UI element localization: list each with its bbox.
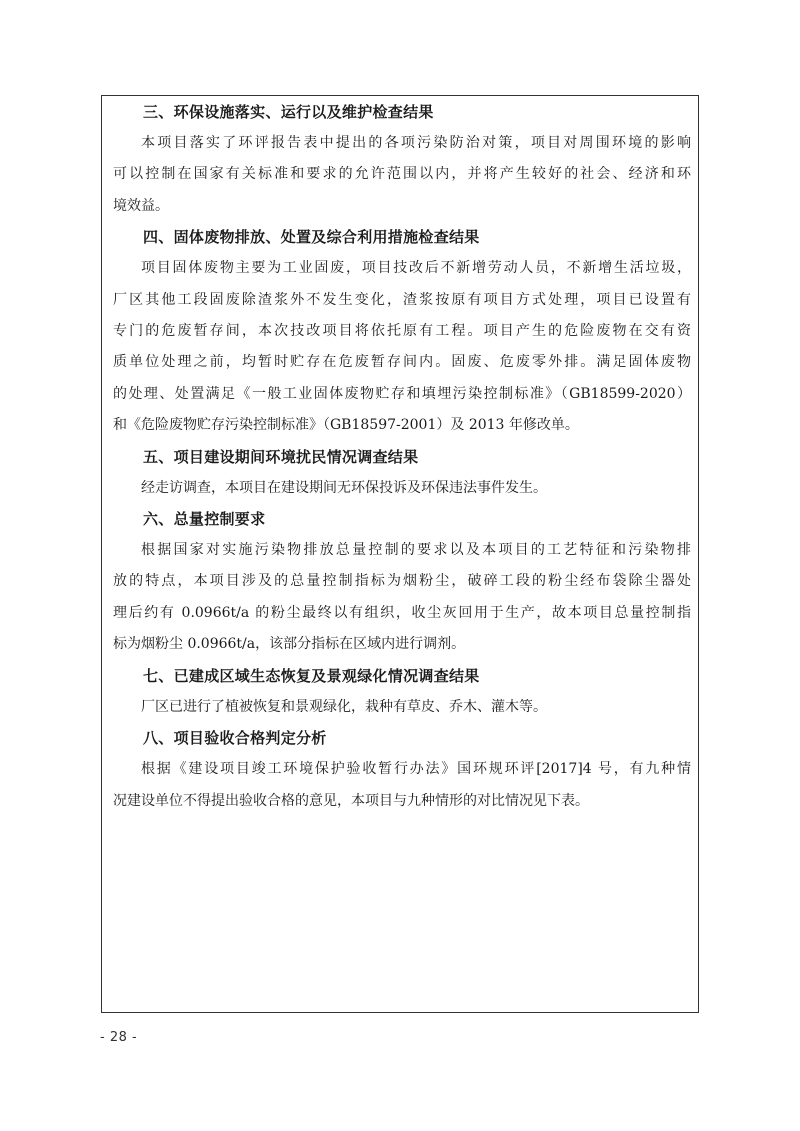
page-number: - 28 - xyxy=(100,1030,138,1045)
section-paragraph xyxy=(113,253,691,441)
paragraph-line: 标为烟粉尘 0.0966t/a，该部分指标在区域内进行调剂。 xyxy=(113,636,466,653)
section-paragraph xyxy=(113,692,691,723)
paragraph-line: 放的特点，本项目涉及的总量控制指标为烟粉尘，破碎工段的粉尘经布袋除尘器处 xyxy=(113,573,691,590)
paragraph-line: 项目固体废物主要为工业固废，项目技改后不新增劳动人员，不新增生活垃圾， xyxy=(141,260,691,277)
paragraph-line: 根据《建设项目竣工环境保护验收暂行办法》国环规环评[2017]4 号，有九种情 xyxy=(141,761,691,778)
section-paragraph xyxy=(113,535,691,661)
section-heading: 六、总量控制要求 xyxy=(143,510,266,529)
section-paragraph xyxy=(113,754,691,817)
paragraph-line: 经走访调查，本项目在建设期间无环保投诉及环保违法事件发生。 xyxy=(141,479,547,496)
paragraph-line: 根据国家对实施污染物排放总量控制的要求以及本项目的工艺特征和污染物排 xyxy=(141,542,691,559)
paragraph-line: 质单位处理之前，均暂时贮存在危废暂存间内。固废、危废零外排。满足固体废物 xyxy=(113,354,691,371)
section-paragraph xyxy=(113,473,691,504)
paragraph-line: 厂区已进行了植被恢复和景观绿化，栽种有草皮、乔木、灌木等。 xyxy=(141,698,547,715)
section-heading: 七、已建成区域生态恢复及景观绿化情况调查结果 xyxy=(143,666,480,685)
section-heading: 五、项目建设期间环境扰民情况调查结果 xyxy=(143,447,419,466)
document-body xyxy=(113,97,691,817)
section-heading: 三、环保设施落实、运行以及维护检查结果 xyxy=(143,103,434,121)
section-heading: 八、项目验收合格判定分析 xyxy=(143,729,327,748)
paragraph-line: 的处理、处置满足《一般工业固体废物贮存和填埋污染控制标准》（GB18599-2020） xyxy=(113,385,691,402)
section-paragraph xyxy=(113,128,691,222)
paragraph-line: 厂区其他工段固废除渣浆外不发生变化，渣浆按原有项目方式处理，项目已设置有 xyxy=(113,291,691,308)
paragraph-line: 专门的危废暂存间，本次技改项目将依托原有工程。项目产生的危险废物在交有资 xyxy=(113,323,691,340)
section-heading: 四、固体废物排放、处置及综合利用措施检查结果 xyxy=(143,228,480,247)
paragraph-line: 和《危险废物贮存污染控制标准》（GB18597-2001）及 2013 年修改单。 xyxy=(113,417,579,434)
paragraph-line: 况建设单位不得提出验收合格的意见，本项目与九种情形的对比情况见下表。 xyxy=(113,792,589,809)
paragraph-line: 理后约有 0.0966t/a 的粉尘最终以有组织，收尘灰回用于生产，故本项目总量控制指 xyxy=(113,604,691,621)
paragraph-line: 境效益。 xyxy=(113,197,169,214)
paragraph-line: 本项目落实了环评报告表中提出的各项污染防治对策，项目对周围环境的影响 xyxy=(141,135,691,151)
paragraph-line: 可以控制在国家有关标准和要求的允许范围以内，并将产生较好的社会、经济和环 xyxy=(113,166,691,183)
